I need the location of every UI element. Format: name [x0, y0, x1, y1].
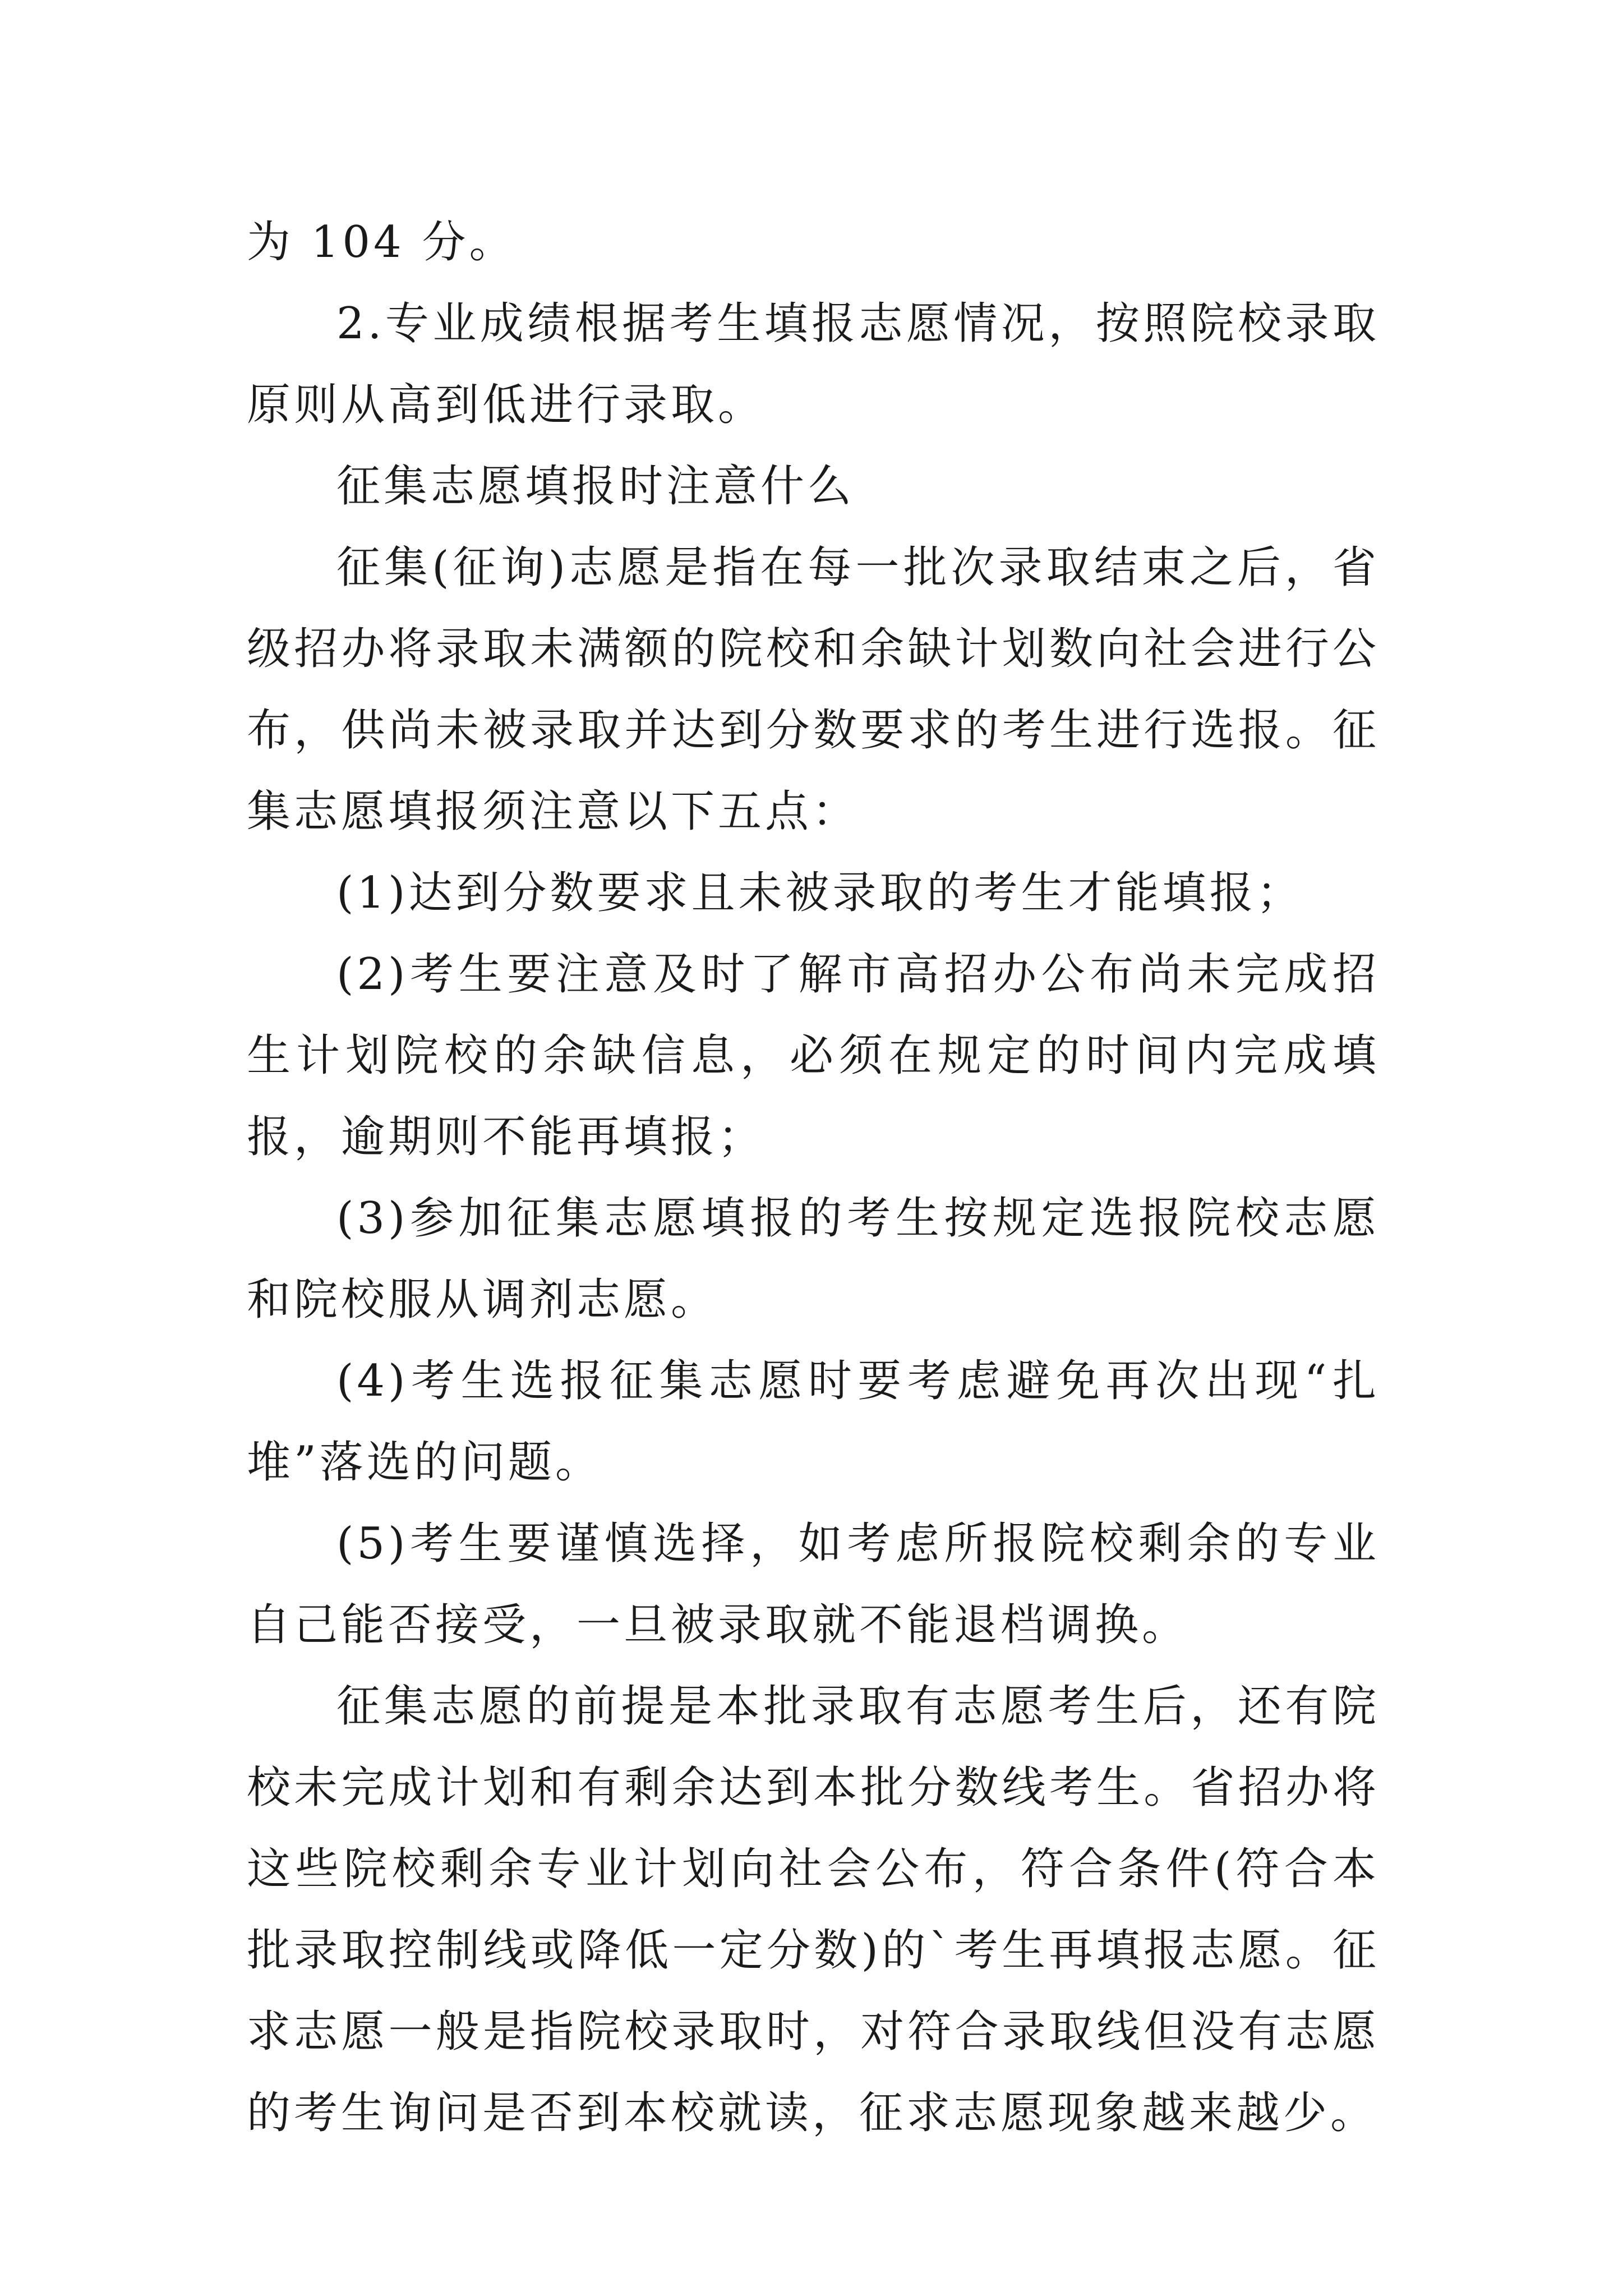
paragraph-definition: 征集(征询)志愿是指在每一批次录取结束之后，省级招办将录取未满额的院校和余缺计划数向社会进行公布，供尚未被录取并达到分数要求的考生进行选报。征集志愿填报须注意以下五点： — [247, 542, 1380, 837]
paragraph-score-continuation: 为 104 分。 — [247, 217, 517, 268]
section-heading: 征集志愿填报时注意什么 — [336, 461, 855, 512]
list-item-3: (3)参加征集志愿填报的考生按规定选报院校志愿和院校服从调剂志愿。 — [247, 1193, 1380, 1325]
document-body — [247, 202, 1380, 2154]
list-item-5: (5)考生要谨慎选择，如考虑所报院校剩余的专业自己能否接受，一旦被录取就不能退档调换。 — [247, 1519, 1380, 1650]
paragraph-conclusion: 征集志愿的前提是本批录取有志愿考生后，还有院校未完成计划和有剩余达到本批分数线考生。省招办将这些院校剩余专业计划向社会公布，符合条件(符合本批录取控制线或降低一定分数)的`考生再填报志愿。征求志愿一般是指院校录取时，对符合录取线但没有志愿的考生询问是否到本校就读，征求志愿现象越来越少。 — [247, 1681, 1380, 2138]
list-item-1: (1)达到分数要求且未被录取的考生才能填报； — [336, 868, 1304, 918]
list-item-2: (2)考生要注意及时了解市高招办公布尚未完成招生计划院校的余缺信息，必须在规定的时间内完成填报，逾期则不能再填报； — [247, 949, 1380, 1162]
list-item-4: (4)考生选报征集志愿时要考虑避免再次出现“扎堆”落选的问题。 — [247, 1356, 1380, 1488]
paragraph-admission-principle: 2.专业成绩根据考生填报志愿情况，按照院校录取原则从高到低进行录取。 — [247, 298, 1380, 430]
